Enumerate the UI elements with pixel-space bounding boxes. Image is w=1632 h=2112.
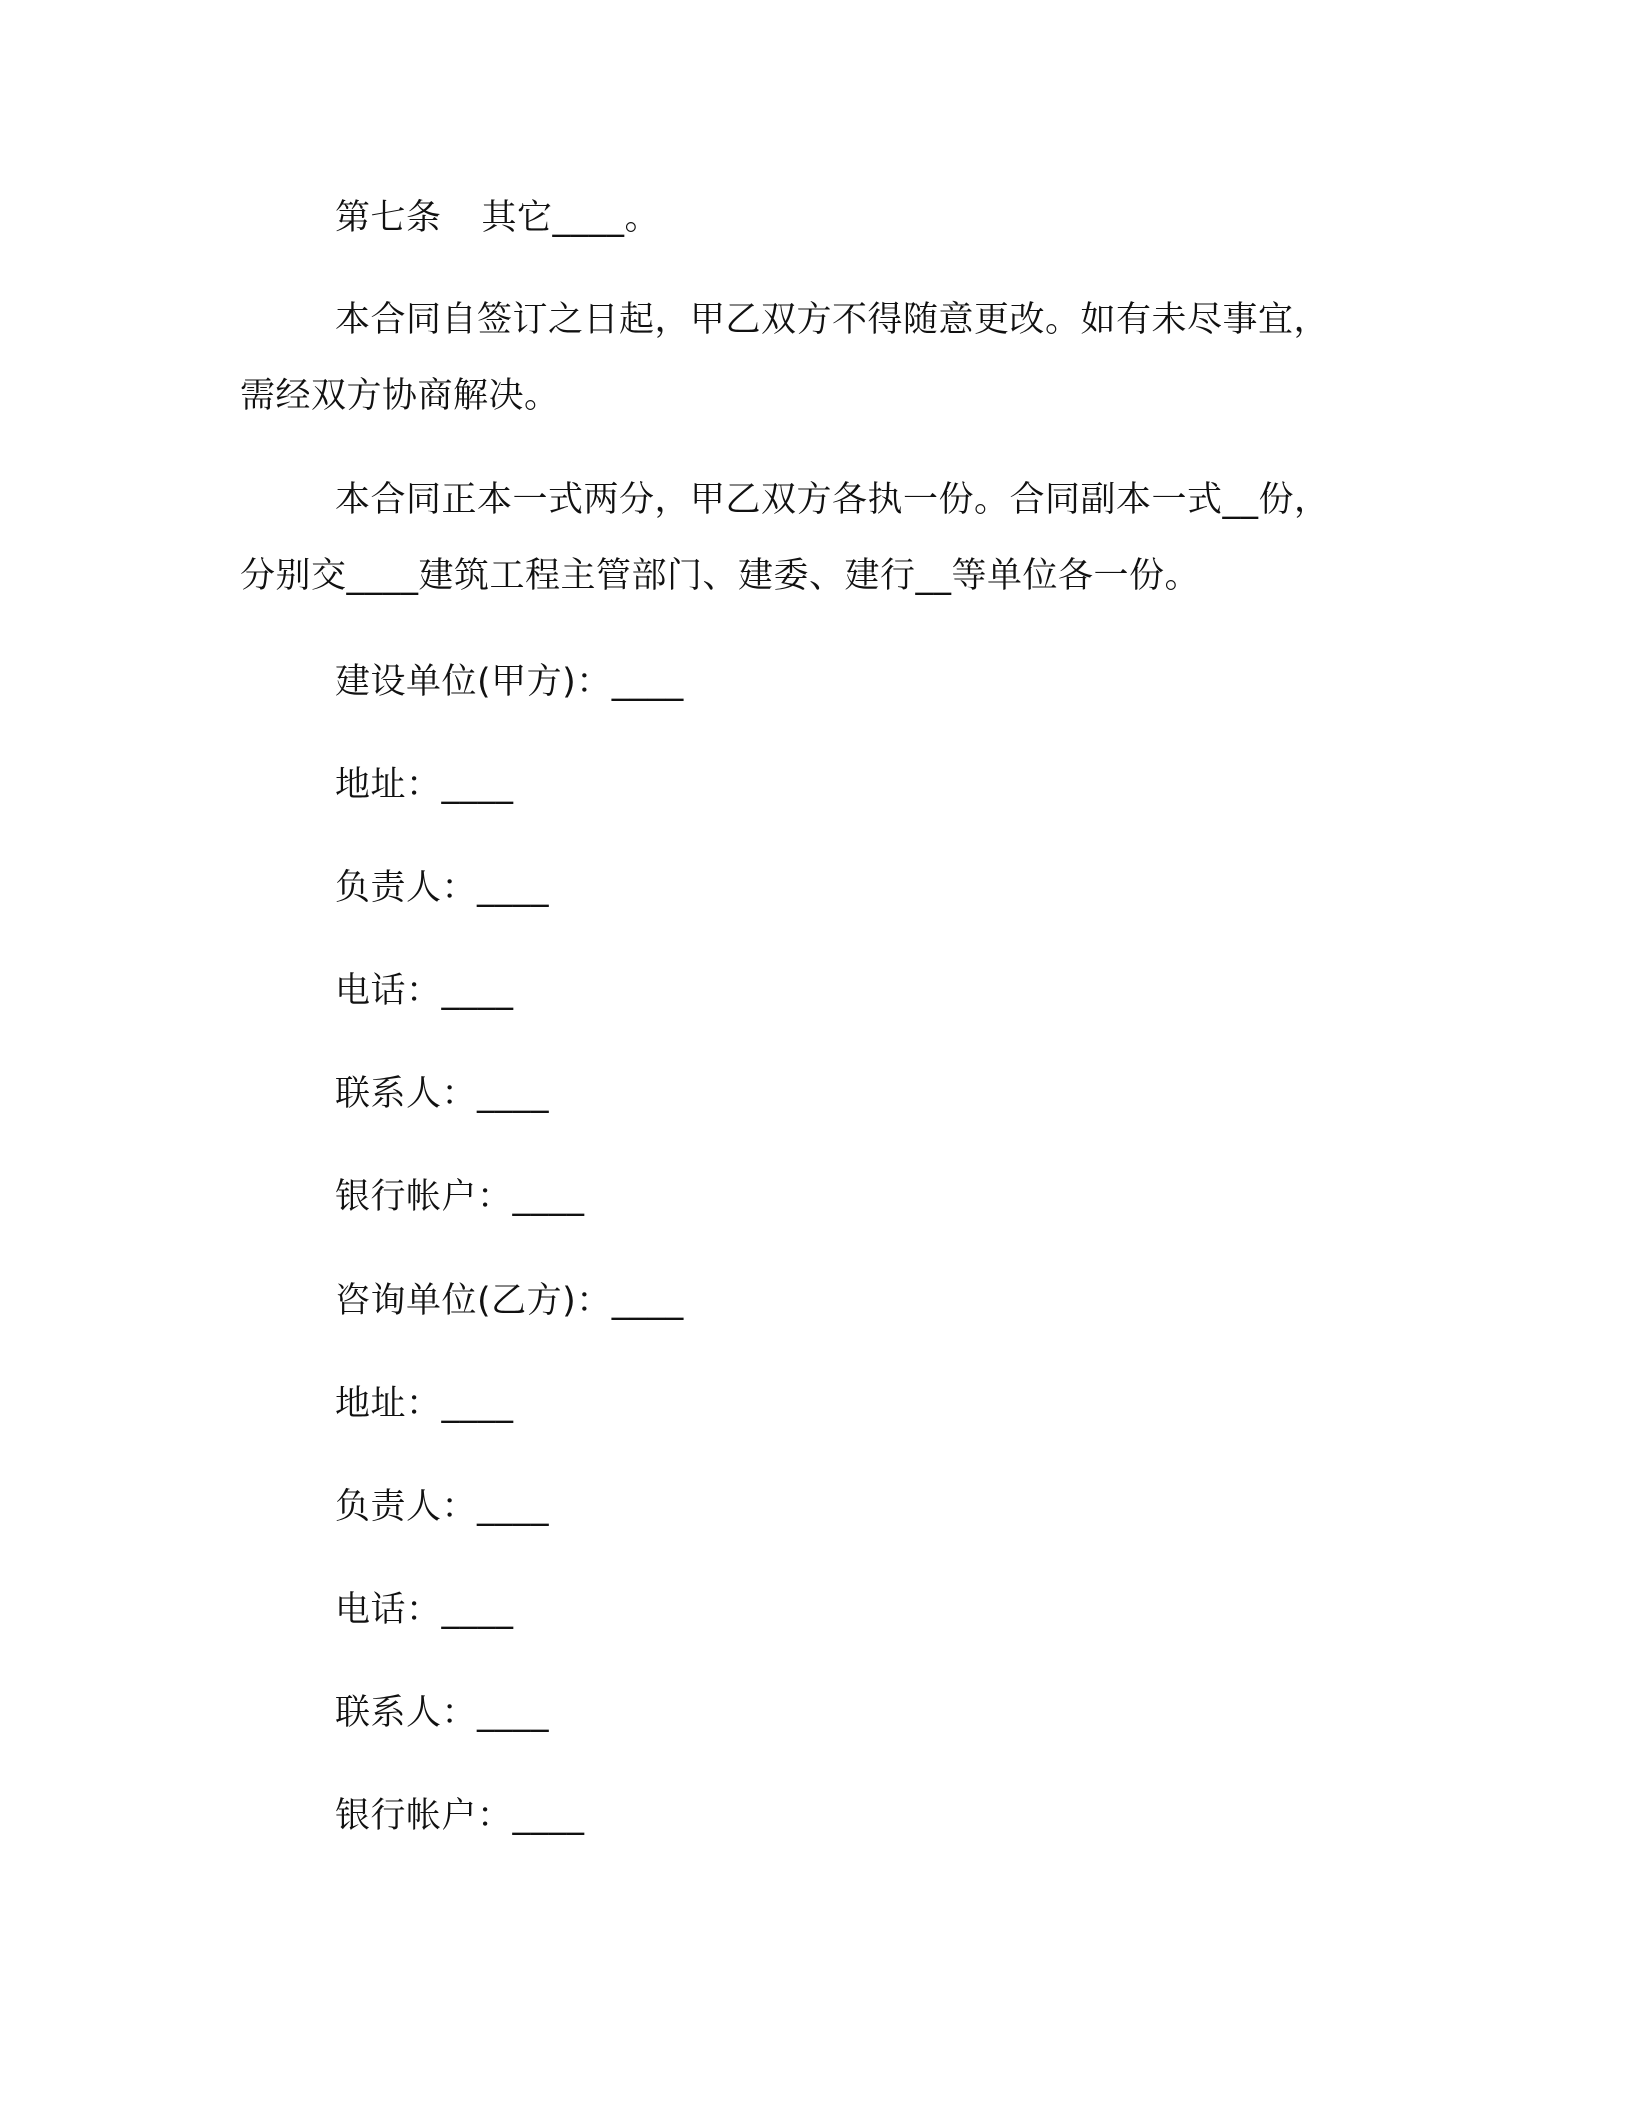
article-7 (335, 196, 660, 240)
article-7-text: 其它____。 (481, 198, 661, 238)
party-a-phone: 电话：____ (335, 971, 514, 1011)
party-a-address: 地址：____ (335, 765, 514, 805)
party-b-person-in-charge: 负责人：____ (335, 1487, 550, 1527)
paragraph-amendment-line-1: 本合同自签订之日起，甲乙双方不得随意更改。如有未尽事宜， (335, 300, 1330, 340)
paragraph-amendment-line-2: 需经双方协商解决。 (240, 376, 560, 416)
party-a-contact: 联系人：____ (335, 1074, 550, 1114)
party-b-phone: 电话：____ (335, 1590, 514, 1630)
party-b-address: 地址：____ (335, 1384, 514, 1424)
party-a-bank-account: 银行帐户：____ (335, 1177, 585, 1217)
party-b-contact: 联系人：____ (335, 1693, 550, 1733)
paragraph-copies-line-2: 分别交____建筑工程主管部门、建委、建行__等单位各一份。 (240, 556, 1201, 596)
party-a-unit: 建设单位(甲方)：____ (335, 662, 684, 702)
paragraph-copies-line-1: 本合同正本一式两分，甲乙双方各执一份。合同副本一式__份， (335, 480, 1330, 520)
party-a-person-in-charge: 负责人：____ (335, 868, 550, 908)
article-7-heading: 第七条 (335, 198, 442, 238)
party-b-bank-account: 银行帐户：____ (335, 1796, 585, 1836)
party-b-unit: 咨询单位(乙方)：____ (335, 1281, 684, 1321)
